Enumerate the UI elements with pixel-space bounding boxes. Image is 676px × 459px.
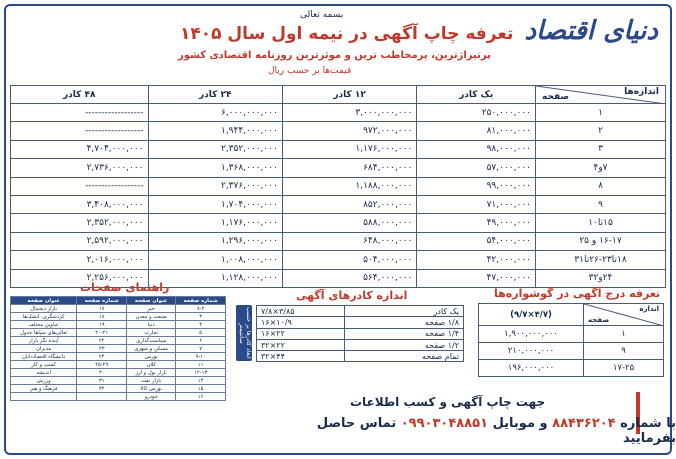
size-label: ۱/۴ صفحه (345, 328, 464, 339)
guide-cell: ۳۰ (77, 369, 127, 377)
guide-cell: بازار دیجیتال (11, 305, 77, 313)
table-row (11, 321, 226, 329)
sizes-title: اندازه کادرهای آگهی (296, 289, 408, 302)
price-cell: ------------------ (11, 177, 149, 195)
price-cell: ۲,۵۹۲,۰۰۰,۰۰۰ (11, 232, 149, 250)
guide-cell (77, 393, 127, 401)
price-cell: ۱,۱۷۶,۰۰۰,۰۰۰ (282, 140, 416, 158)
table-row (11, 159, 666, 177)
guide-cell: ۳۲ (77, 385, 127, 393)
table-row (11, 305, 226, 313)
guide-cell: ۳۱ (77, 377, 127, 385)
table-row (11, 313, 226, 321)
corner-head-cell (584, 304, 664, 326)
guide-cell: ۲۴ (77, 353, 127, 361)
contact-prefix: با شماره (620, 416, 676, 431)
guide-header (11, 297, 226, 305)
table-row (11, 195, 666, 213)
page-title: تعرفه چاپ آگهی در نیمه اول سال ۱۴۰۵ (180, 24, 514, 44)
guide-cell (11, 393, 77, 401)
guide-cell: دنیا (127, 321, 176, 329)
price-cell: ۷۱,۰۰۰,۰۰۰ (417, 195, 536, 213)
guide-col: عنوان صفحه (127, 297, 176, 305)
guide-col: شماره صفحه (77, 297, 127, 305)
guide-cell: ۱۷ (77, 305, 127, 313)
page-cell: ۱۸تا۲۳-۲۶تا۳۱ (536, 251, 666, 269)
table-row (11, 177, 666, 195)
guide-cell: کردشگری، انشک‌ها (11, 313, 77, 321)
guide-body (11, 305, 226, 401)
price-cell: ۲۵۰,۰۰۰,۰۰۰ (417, 104, 536, 122)
corner-header (479, 304, 664, 326)
page-cell: ۸ (536, 177, 666, 195)
table-row (11, 353, 226, 361)
guide-cell: ۲۰-۲۱ (77, 329, 127, 337)
guide-cell: ۲۳ (77, 345, 127, 353)
corner-page: ۹ (584, 343, 664, 360)
phone-number[interactable]: ۸۸۴۳۶۲۰۴ (552, 416, 616, 431)
logo-text: دنیای اقتصاد (524, 16, 658, 46)
col-header-1: یک کادر (417, 86, 536, 104)
table-row (257, 351, 464, 362)
price-cell: ۲,۲۵۶,۰۰۰,۰۰۰ (11, 269, 149, 287)
guide-cell: کلان (127, 361, 176, 369)
table-row (11, 122, 666, 140)
price-cell: ۸۱,۰۰۰,۰۰۰ (417, 122, 536, 140)
table-row (479, 360, 664, 377)
page-cell: ۱۶-۱۷ و ۲۵ (536, 232, 666, 250)
table-row (11, 361, 226, 369)
guide-cell: اندیشه (11, 369, 77, 377)
price-cell: ۱,۹۴۴,۰۰۰,۰۰۰ (148, 122, 282, 140)
guide-cell: عناوین مختلف (11, 321, 77, 329)
corner-price: ۱,۹۰۰,۰۰۰,۰۰۰ (479, 326, 584, 343)
guide-cell: بازار نفت (127, 377, 176, 385)
guide-cell: تجارت (127, 329, 176, 337)
page-cell: ۲ (536, 122, 666, 140)
price-cell: ۴۷,۰۰۰,۰۰۰ (417, 269, 536, 287)
table-row (257, 328, 464, 339)
price-cell: ------------------ (11, 104, 149, 122)
guide-cell: خودرو (127, 393, 176, 401)
guide-cell: بورس (127, 353, 176, 361)
price-cell: ۱,۱۸۸,۰۰۰,۰۰۰ (282, 177, 416, 195)
page-guide-table (10, 296, 226, 401)
table-row (257, 306, 464, 317)
size-dim: ۳/۸۵×۷/۸ (257, 306, 345, 317)
table-row (11, 345, 226, 353)
guide-cell: صنعت و معدن (127, 313, 176, 321)
corner-label-page: صفحه (542, 92, 570, 102)
sizes-table (256, 305, 464, 362)
price-cell: ۹۷۲,۰۰۰,۰۰۰ (282, 122, 416, 140)
corner-size-col: (۴/۷×۹/۷) (479, 304, 584, 326)
guide-cell: تعالی‌های سپاها جدول (11, 329, 77, 337)
price-cell: ۲,۳۵۲,۰۰۰,۰۰۰ (148, 140, 282, 158)
size-dim: ۲۲×۱۶ (257, 328, 345, 339)
guide-cell: ۸-۲ (176, 305, 226, 313)
size-label: ۱/۲ صفحه (345, 339, 464, 350)
page-subtitle: پرتیراژترین، پرمخاطب ترین و موثرترین روزنامه اقتصادی کشور (178, 50, 491, 61)
page-cell: ۱۵تا۱۰ (536, 214, 666, 232)
guide-cell: ۹-۱۰ (176, 353, 226, 361)
guide-cell: بورس کالا (127, 385, 176, 393)
guide-cell: ۱۶ (176, 393, 226, 401)
table-row (11, 104, 666, 122)
table-row (11, 385, 226, 393)
contact-suffix: تماس حاصل بفرمایید (316, 416, 676, 446)
price-cell: ۱,۷۰۴,۰۰۰,۰۰۰ (148, 195, 282, 213)
table-row (11, 369, 226, 377)
price-cell: ۶۸۴,۰۰۰,۰۰۰ (282, 159, 416, 177)
price-cell: ۹۸,۰۰۰,۰۰۰ (417, 140, 536, 158)
price-table-header (11, 86, 666, 104)
table-row (11, 337, 226, 345)
page-cell: ۳ (536, 140, 666, 158)
guide-title: راهنمای صفحات (80, 281, 170, 294)
corner-price-table (478, 303, 664, 377)
size-dim: ۲۲×۳۲ (257, 339, 345, 350)
size-label: ۱/۸ صفحه (345, 317, 464, 328)
price-cell: ۸۵۲,۰۰۰,۰۰۰ (282, 195, 416, 213)
col-header-12: ۱۲ کادر (282, 86, 416, 104)
price-cell: ۹۹,۰۰۰,۰۰۰ (417, 177, 536, 195)
guide-cell: ۱۹ (77, 321, 127, 329)
price-cell: ۲,۳۵۲,۰۰۰,۰۰۰ (11, 214, 149, 232)
price-cell: ۵۴,۰۰۰,۰۰۰ (417, 232, 536, 250)
guide-cell: ورزش (11, 377, 77, 385)
price-cell: ۶,۰۰۰,۰۰۰,۰۰۰ (148, 104, 282, 122)
guide-cell: خبر (127, 305, 176, 313)
table-row (11, 377, 226, 385)
contact-mid: و موبایل (492, 416, 548, 431)
table-row (11, 232, 666, 250)
guide-cell: مدیران (11, 345, 77, 353)
page-cell: ۲۴و۳۲ (536, 269, 666, 287)
corner-price: ۲۱۰,۰۰۰,۰۰۰ (479, 343, 584, 360)
page-cell: ۷و۴ (536, 159, 666, 177)
corner-head-size: اندازه (639, 305, 659, 313)
price-cell: ۱,۱۲۸,۰۰۰,۰۰۰ (148, 269, 282, 287)
guide-cell: کسب و کار (11, 361, 77, 369)
guide-cell: مسکن و شهری (127, 345, 176, 353)
table-row (257, 317, 464, 328)
price-cell: ۳,۴۰۸,۰۰۰,۰۰۰ (11, 195, 149, 213)
price-cell: ۲,۰۱۶,۰۰۰,۰۰۰ (11, 251, 149, 269)
page-cell: ۱ (536, 104, 666, 122)
price-cell: ------------------ (11, 122, 149, 140)
table-row (479, 343, 664, 360)
table-row (11, 329, 226, 337)
guide-cell: ۱۲-۱۳ (176, 369, 226, 377)
price-cell: ۴۹,۰۰۰,۰۰۰ (417, 214, 536, 232)
guide-cell: بازار پول و ارز (127, 369, 176, 377)
guide-cell: ۱۵ (176, 385, 226, 393)
size-label: یک کادر (345, 306, 464, 317)
corner-title: تعرفه درج آگهی در گوشواره‌ها (494, 287, 661, 300)
corner-label-sizes: اندازه‌ها (624, 87, 659, 97)
corner-page: ۱۷-۲۵ (584, 360, 664, 377)
corner-cell (536, 86, 666, 104)
price-cell: ۲,۷۳۶,۰۰۰,۰۰۰ (11, 159, 149, 177)
corner-price: ۱۹۶,۰۰۰,۰۰۰ (479, 360, 584, 377)
size-label: تمام صفحه (345, 351, 464, 362)
table-row (257, 339, 464, 350)
table-row (11, 251, 666, 269)
price-cell: ۴,۷۰۴,۰۰۰,۰۰۰ (11, 140, 149, 158)
guide-cell: ۷ (176, 345, 226, 353)
guide-cell: دانشگاه اقتصاددانان (11, 353, 77, 361)
guide-col: شماره صفحه (176, 297, 226, 305)
price-cell: ۵۶۴,۰۰۰,۰۰۰ (282, 269, 416, 287)
contact-line-2 (262, 416, 676, 446)
logo (492, 12, 664, 54)
price-cell: ۳,۰۰۰,۰۰۰,۰۰۰ (282, 104, 416, 122)
guide-cell: ۳ (176, 313, 226, 321)
corner-head-page: صفحه (588, 316, 610, 324)
guide-cell: فرهنگ و هنر (11, 385, 77, 393)
price-cell: ۲,۳۷۶,۰۰۰,۰۰۰ (148, 177, 282, 195)
price-cell: ۶۴۸,۰۰۰,۰۰۰ (282, 232, 416, 250)
guide-cell: ۱۴ (176, 377, 226, 385)
table-row (11, 214, 666, 232)
sizes-badge: ابعاد کادرها بر حسب سانتیمتر (236, 305, 252, 361)
guide-cell: ۲۵-۲۹ (77, 361, 127, 369)
price-cell: ۱,۳۶۸,۰۰۰,۰۰۰ (148, 159, 282, 177)
table-row (479, 326, 664, 343)
col-header-24: ۲۴ کادر (148, 86, 282, 104)
guide-cell: ۱۸ (77, 313, 127, 321)
guide-cell: آینده نگر بازار (11, 337, 77, 345)
table-row (11, 140, 666, 158)
col-header-48: ۴۸ کادر (11, 86, 149, 104)
contact-line-1: جهت چاپ آگهی و کسب اطلاعات (350, 395, 546, 409)
page-cell: ۹ (536, 195, 666, 213)
guide-cell: سیاست‌گذاری (127, 337, 176, 345)
size-dim: ۱۰/۹×۱۶ (257, 317, 345, 328)
price-table (10, 85, 666, 288)
price-cell: ۴۲,۰۰۰,۰۰۰ (417, 251, 536, 269)
table-row (11, 393, 226, 401)
price-cell: ۱,۲۹۶,۰۰۰,۰۰۰ (148, 232, 282, 250)
price-cell: ۱,۱۷۶,۰۰۰,۰۰۰ (148, 214, 282, 232)
corner-page: ۱ (584, 326, 664, 343)
price-cell: ۵۰۴,۰۰۰,۰۰۰ (282, 251, 416, 269)
price-cell: ۵۷,۰۰۰,۰۰۰ (417, 159, 536, 177)
guide-cell: ۱۱ (176, 361, 226, 369)
guide-cell: ۲۲ (77, 337, 127, 345)
guide-cell: ۵ (176, 329, 226, 337)
price-cell: ۵۸۸,۰۰۰,۰۰۰ (282, 214, 416, 232)
guide-cell: ۴ (176, 321, 226, 329)
size-dim: ۴۴×۳۲ (257, 351, 345, 362)
guide-cell: ۶ (176, 337, 226, 345)
guide-col: عنوان صفحه (11, 297, 77, 305)
price-cell: ۱,۰۰۸,۰۰۰,۰۰۰ (148, 251, 282, 269)
basmala: بسمه تعالی (300, 10, 344, 20)
price-unit-note: قیمت‌ها بر حسب ریال (268, 66, 352, 76)
mobile-number[interactable]: ۰۹۹۰۳۰۴۸۸۵۱ (400, 416, 489, 431)
